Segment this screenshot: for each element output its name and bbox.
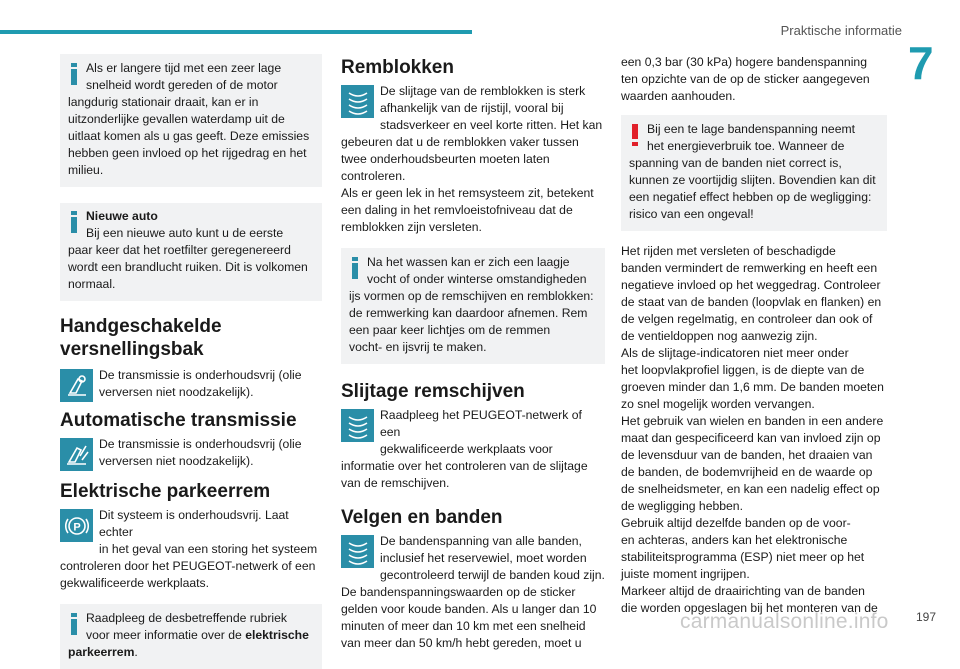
text-line: gecontroleerd terwijl de banden koud zijn. (380, 568, 605, 582)
text-line: de snelheidsmeter, en kan een nadelig effect op (621, 482, 880, 496)
text-line: de wegligging hebben. (621, 499, 743, 513)
text-line: informatie over het controleren van de slijtage (341, 459, 588, 473)
text-line: Als er langere tijd met een zeer lage (86, 61, 282, 75)
text-line: Markeer altijd de draairichting van de banden (621, 584, 865, 598)
text-line: kunnen ze voortijdig slijten. Bovendien kan dit (629, 173, 876, 187)
text-line: hebben geen invloed op het rijgedrag en het (68, 146, 307, 160)
text-line: de banden, de bodemvrijheid en de waarde op (621, 465, 873, 479)
text-line: van meer dan 50 km/h hebt gereden, moet u (341, 636, 582, 650)
text-line: in het geval van een storing het systeem (99, 542, 318, 556)
heading-manual-gearbox (60, 315, 322, 361)
parking-brake-icon (60, 509, 93, 542)
note-title: Nieuwe auto (86, 209, 158, 223)
chapter-number: 7 (908, 37, 934, 89)
note-text: Raadpleeg de desbetreffende rubriek voor meer informatie over de elektrische parkeerrem. (68, 611, 309, 659)
text-line: banden vermindert de remwerking en heeft een (621, 261, 878, 275)
text-line: een paar keer lichtjes om de remmen (349, 323, 551, 337)
text-line: normaal. (68, 277, 116, 291)
note-text (68, 208, 314, 293)
text-line: uitzonderlijke gevallen waterdamp uit de (68, 112, 285, 126)
text-line: Dit systeem is onderhoudsvrij. Laat echter (99, 508, 289, 539)
text-line: verversen niet noodzakelijk). (99, 385, 254, 399)
text-line: maat dan gespecificeerd kan van invloed zijn op (621, 431, 881, 445)
text-line: een negatief effect hebben op de wegligging: (629, 190, 872, 204)
text-line: de remwerking kan daardoor afnemen. Rem (349, 306, 588, 320)
text-line: vocht of onder winterse omstandigheden (367, 272, 587, 286)
heading-electric-parking-brake: Elektrische parkeerrem (60, 481, 271, 502)
note-body (68, 226, 308, 291)
text-line: de ventieldoppen nog aanwezig zijn. (621, 329, 818, 343)
automatic-transmission-text (60, 436, 322, 470)
info-note-parking-brake (60, 604, 322, 669)
text-line: versnellingsbak (60, 339, 204, 360)
warning-exclamation-icon (631, 124, 639, 146)
text-line: Als de slijtage-indicatoren niet meer onder (621, 346, 849, 360)
text-line: spanning van de banden niet correct is, (629, 156, 842, 170)
text-line: van de remschijven. (341, 476, 450, 490)
column-1 (60, 54, 322, 669)
info-icon (70, 63, 78, 85)
text-line: een daling in het remvloeistofniveau dat de (341, 203, 573, 217)
text-line: gekwalificeerde werkplaats. (60, 576, 210, 590)
text-line: paar keer dat het roetfilter geregenereerd (68, 243, 291, 257)
text-line: vocht- en ijsvrij te maken. (349, 340, 487, 354)
text-line: afhankelijk van de rijstijl, vooral bij (380, 101, 564, 115)
tyre-pressure-continued-text (621, 54, 887, 105)
text-line: en achteras, anders kan het elektronische (621, 533, 848, 547)
text-line: Bij een te lage bandenspanning neemt (647, 122, 856, 136)
text-line: inclusief het reservewiel, moet worden (380, 551, 587, 565)
brake-pads-block (341, 83, 605, 236)
text-line: waarden aanhouden. (621, 89, 736, 103)
text-line: groeven minder dan 1,6 mm. De banden moeten (621, 380, 884, 394)
manual-gearbox-text (60, 367, 322, 401)
info-icon (351, 257, 359, 279)
text-line: juiste moment ingrijpen. (621, 567, 750, 581)
info-note-brake-moisture (341, 248, 605, 364)
warning-text (629, 121, 879, 223)
parking-brake-block (60, 507, 322, 592)
heading-brake-disc-wear: Slijtage remschijven (341, 381, 525, 402)
text-line: Bij een nieuwe auto kunt u de eerste (86, 226, 284, 240)
info-icon (70, 211, 78, 233)
text-line: de staat van de banden (loopvlak en flanken) en (621, 295, 882, 309)
text-line: die worden opgeslagen bij het monteren van de (621, 601, 878, 615)
heading-wheels-tyres: Velgen en banden (341, 507, 503, 528)
text-line: risico van een ongeval! (629, 207, 754, 221)
text-line: Het rijden met versleten of beschadigde (621, 244, 836, 258)
text-line: Raadpleeg het PEUGEOT-netwerk of een (380, 408, 582, 439)
automatic-transmission-block (60, 436, 322, 470)
text-line: wordt een brandlucht ruiken. Dit is volkomen (68, 260, 308, 274)
manual-gearbox-block (60, 367, 322, 401)
text-line: ijs vormen op de remschijven en remblokken: (349, 289, 594, 303)
info-note-new-car (60, 203, 322, 301)
text-line: Handgeschakelde (60, 316, 222, 337)
text-line: snelheid wordt gereden of de motor (86, 78, 278, 92)
text-line: controleren door het PEUGEOT-netwerk of een (60, 559, 316, 573)
brake-disc-text (341, 407, 605, 492)
header-accent-bar (0, 30, 472, 34)
text-line: controleren. (341, 169, 406, 183)
text-line: Na het wassen kan er zich een laagje (367, 255, 570, 269)
brake-disc-block (341, 407, 605, 492)
tyre-condition-text (621, 243, 887, 617)
column-2 (341, 54, 605, 652)
text-line: minuten of meer dan 10 km met een snelheid (341, 619, 586, 633)
gearbox-automatic-icon (60, 438, 93, 471)
warning-note-tyre-pressure (621, 115, 887, 231)
info-icon (70, 613, 78, 635)
brake-pad-wear-icon (341, 85, 374, 118)
text-line: milieu. (68, 163, 104, 177)
watermark: carmanualsonline.info (680, 610, 889, 633)
note-text (349, 254, 597, 356)
text-line: De bandenspanning van alle banden, (380, 534, 582, 548)
text-line: het energieverbruik toe. Wanneer de (647, 139, 845, 153)
text-line: verversen niet noodzakelijk). (99, 454, 254, 468)
heading-brake-pads: Remblokken (341, 57, 454, 78)
tyre-pressure-icon (341, 535, 374, 568)
text-line: stabiliteitsprogramma (ESP) niet meer op het (621, 550, 865, 564)
text-line: De transmissie is onderhoudsvrij (olie (99, 368, 302, 382)
info-note-water-vapour (60, 54, 322, 187)
text-line: de velgen regelmatig, en controleer dan ook of (621, 312, 873, 326)
text-line: uitlaat komen als u gas geeft. Deze emissies (68, 129, 310, 143)
svg-text:P: P (72, 521, 81, 533)
text-line: zo snel mogelijk worden vervangen. (621, 397, 815, 411)
column-3 (621, 54, 887, 617)
gearbox-manual-icon (60, 369, 93, 402)
heading-automatic-transmission: Automatische transmissie (60, 410, 297, 431)
wheels-tyres-text (341, 533, 605, 652)
section-title: Praktische informatie (780, 23, 902, 38)
text-line: twee onderhoudsbeurten moeten laten (341, 152, 550, 166)
note-text (68, 60, 314, 179)
text-line: De bandenspanningswaarden op de sticker (341, 585, 576, 599)
text-line: De transmissie is onderhoudsvrij (olie (99, 437, 302, 451)
text-line: gebeuren dat u de remblokken vaker tussen (341, 135, 579, 149)
text-line: de levensduur van de banden, het draaien van (621, 448, 873, 462)
text-line: Als er geen lek in het remsysteem zit, betekent (341, 186, 594, 200)
brake-pads-text (341, 83, 605, 236)
text-line: het loopvlakprofiel liggen, is de diepte van de (621, 363, 865, 377)
text-line: De slijtage van de remblokken is sterk (380, 84, 586, 98)
page-number: 197 (915, 610, 936, 624)
text-line: Gebruik altijd dezelfde banden op de voor- (621, 516, 851, 530)
text-line: remblokken zijn versleten. (341, 220, 482, 234)
brake-disc-wear-icon (341, 409, 374, 442)
text-line: ten opzichte van de op de sticker aangegeven (621, 72, 870, 86)
text-line: langdurig stationair draait, kan er in (68, 95, 259, 109)
text-line: stadsverkeer en veel korte ritten. Het kan (380, 118, 603, 132)
text-line: negatieve invloed op het weggedrag. Controleer (621, 278, 881, 292)
wheels-tyres-block (341, 533, 605, 652)
text-line: gekwalificeerde werkplaats voor (380, 442, 553, 456)
text-line: Het gebruik van wielen en banden in een andere (621, 414, 884, 428)
text-line: een 0,3 bar (30 kPa) hogere bandenspanning (621, 55, 867, 69)
parking-brake-text (60, 507, 322, 592)
text-line: gelden voor koude banden. Als u langer dan 10 (341, 602, 597, 616)
